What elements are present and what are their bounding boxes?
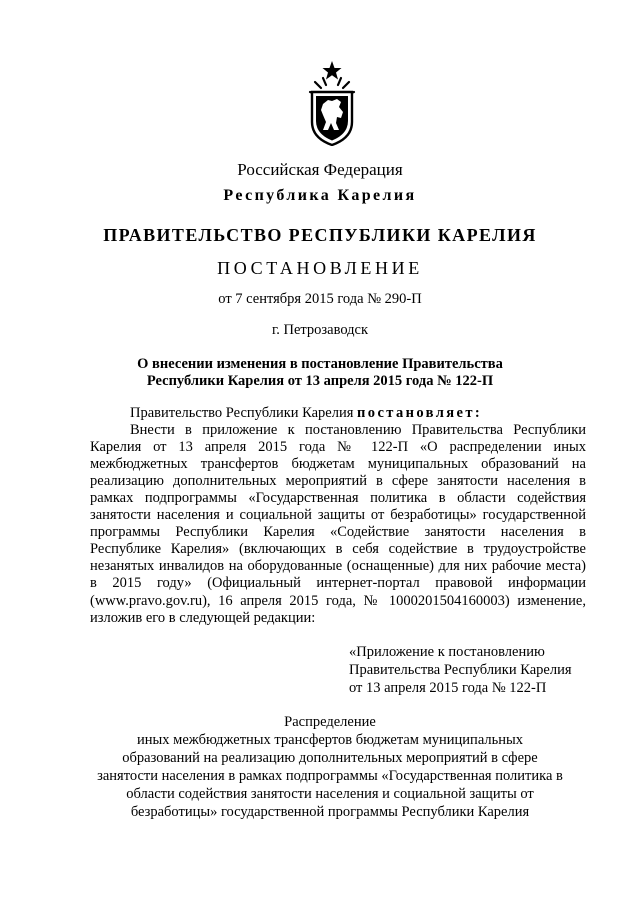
appendix-line: «Приложение к постановлению xyxy=(349,644,545,660)
appendix-line: от 13 апреля 2015 года № 122-П xyxy=(349,680,547,696)
star-icon xyxy=(323,61,342,80)
decree-type-heading: ПОСТАНОВЛЕНИЕ xyxy=(217,258,423,278)
government-heading: ПРАВИТЕЛЬСТВО РЕСПУБЛИКИ КАРЕЛИЯ xyxy=(103,225,537,245)
intro-resolves: постановляет: xyxy=(357,405,483,421)
distribution-heading: Распределение xyxy=(284,714,376,730)
document-title-line1: О внесении изменения в постановление Правительства xyxy=(137,356,503,372)
intro-paragraph xyxy=(90,405,586,422)
distribution-line: иных межбюджетных трансфертов бюджетам муниципальных xyxy=(137,732,523,748)
document-title-line2: Республики Карелия от 13 апреля 2015 года № 122-П xyxy=(146,373,494,389)
distribution-line: области содействия занятости населения и социальной защиты от xyxy=(126,786,534,802)
karelia-coat-of-arms-emblem xyxy=(301,60,363,146)
federation-label: Российская Федерация xyxy=(237,160,403,179)
appendix-line: Правительства Республики Карелия xyxy=(349,662,572,678)
distribution-section xyxy=(60,713,600,821)
appendix-reference xyxy=(349,643,572,697)
distribution-line: занятости населения в рамках подпрограммы «Государственная политика в xyxy=(97,768,563,784)
republic-label: Республика Карелия xyxy=(223,187,417,204)
main-paragraph: Внести в приложение к постановлению Правительства Республики Карелия от 13 апреля 2015 года № 122-П «О распределении иных межбюджетных трансфертов бюджетам муниципальных образований на реализацию дополнительных мероприятий в сфере занятости населения в рамках подпрограммы «Государственная политика в области содействия занятости населения и социальной защиты от безработицы» государственной программы Республики Карелия «Содействие занятости населения в Республике Карелия» (включающих в себя содействие в трудоустройстве незанятых инвалидов на оборудованные (оснащенные) для них рабочие места) в 2015 году» (Официальный интернет-портал правовой информации (www.pravo.gov.ru), 16 апреля 2015 года, № 1000201504160003) изменение, изложив его в следующей редакции: xyxy=(90,422,586,626)
document-body xyxy=(90,405,586,627)
decree-date-number: от 7 сентября 2015 года № 290-П xyxy=(218,291,422,307)
distribution-line: образований на реализацию дополнительных мероприятий в сфере xyxy=(122,750,538,766)
city-label: г. Петрозаводск xyxy=(271,322,369,338)
distribution-line: безработицы» государственной программы Республики Карелия xyxy=(130,804,530,820)
intro-prefix: Правительство Республики Карелия xyxy=(130,405,358,421)
